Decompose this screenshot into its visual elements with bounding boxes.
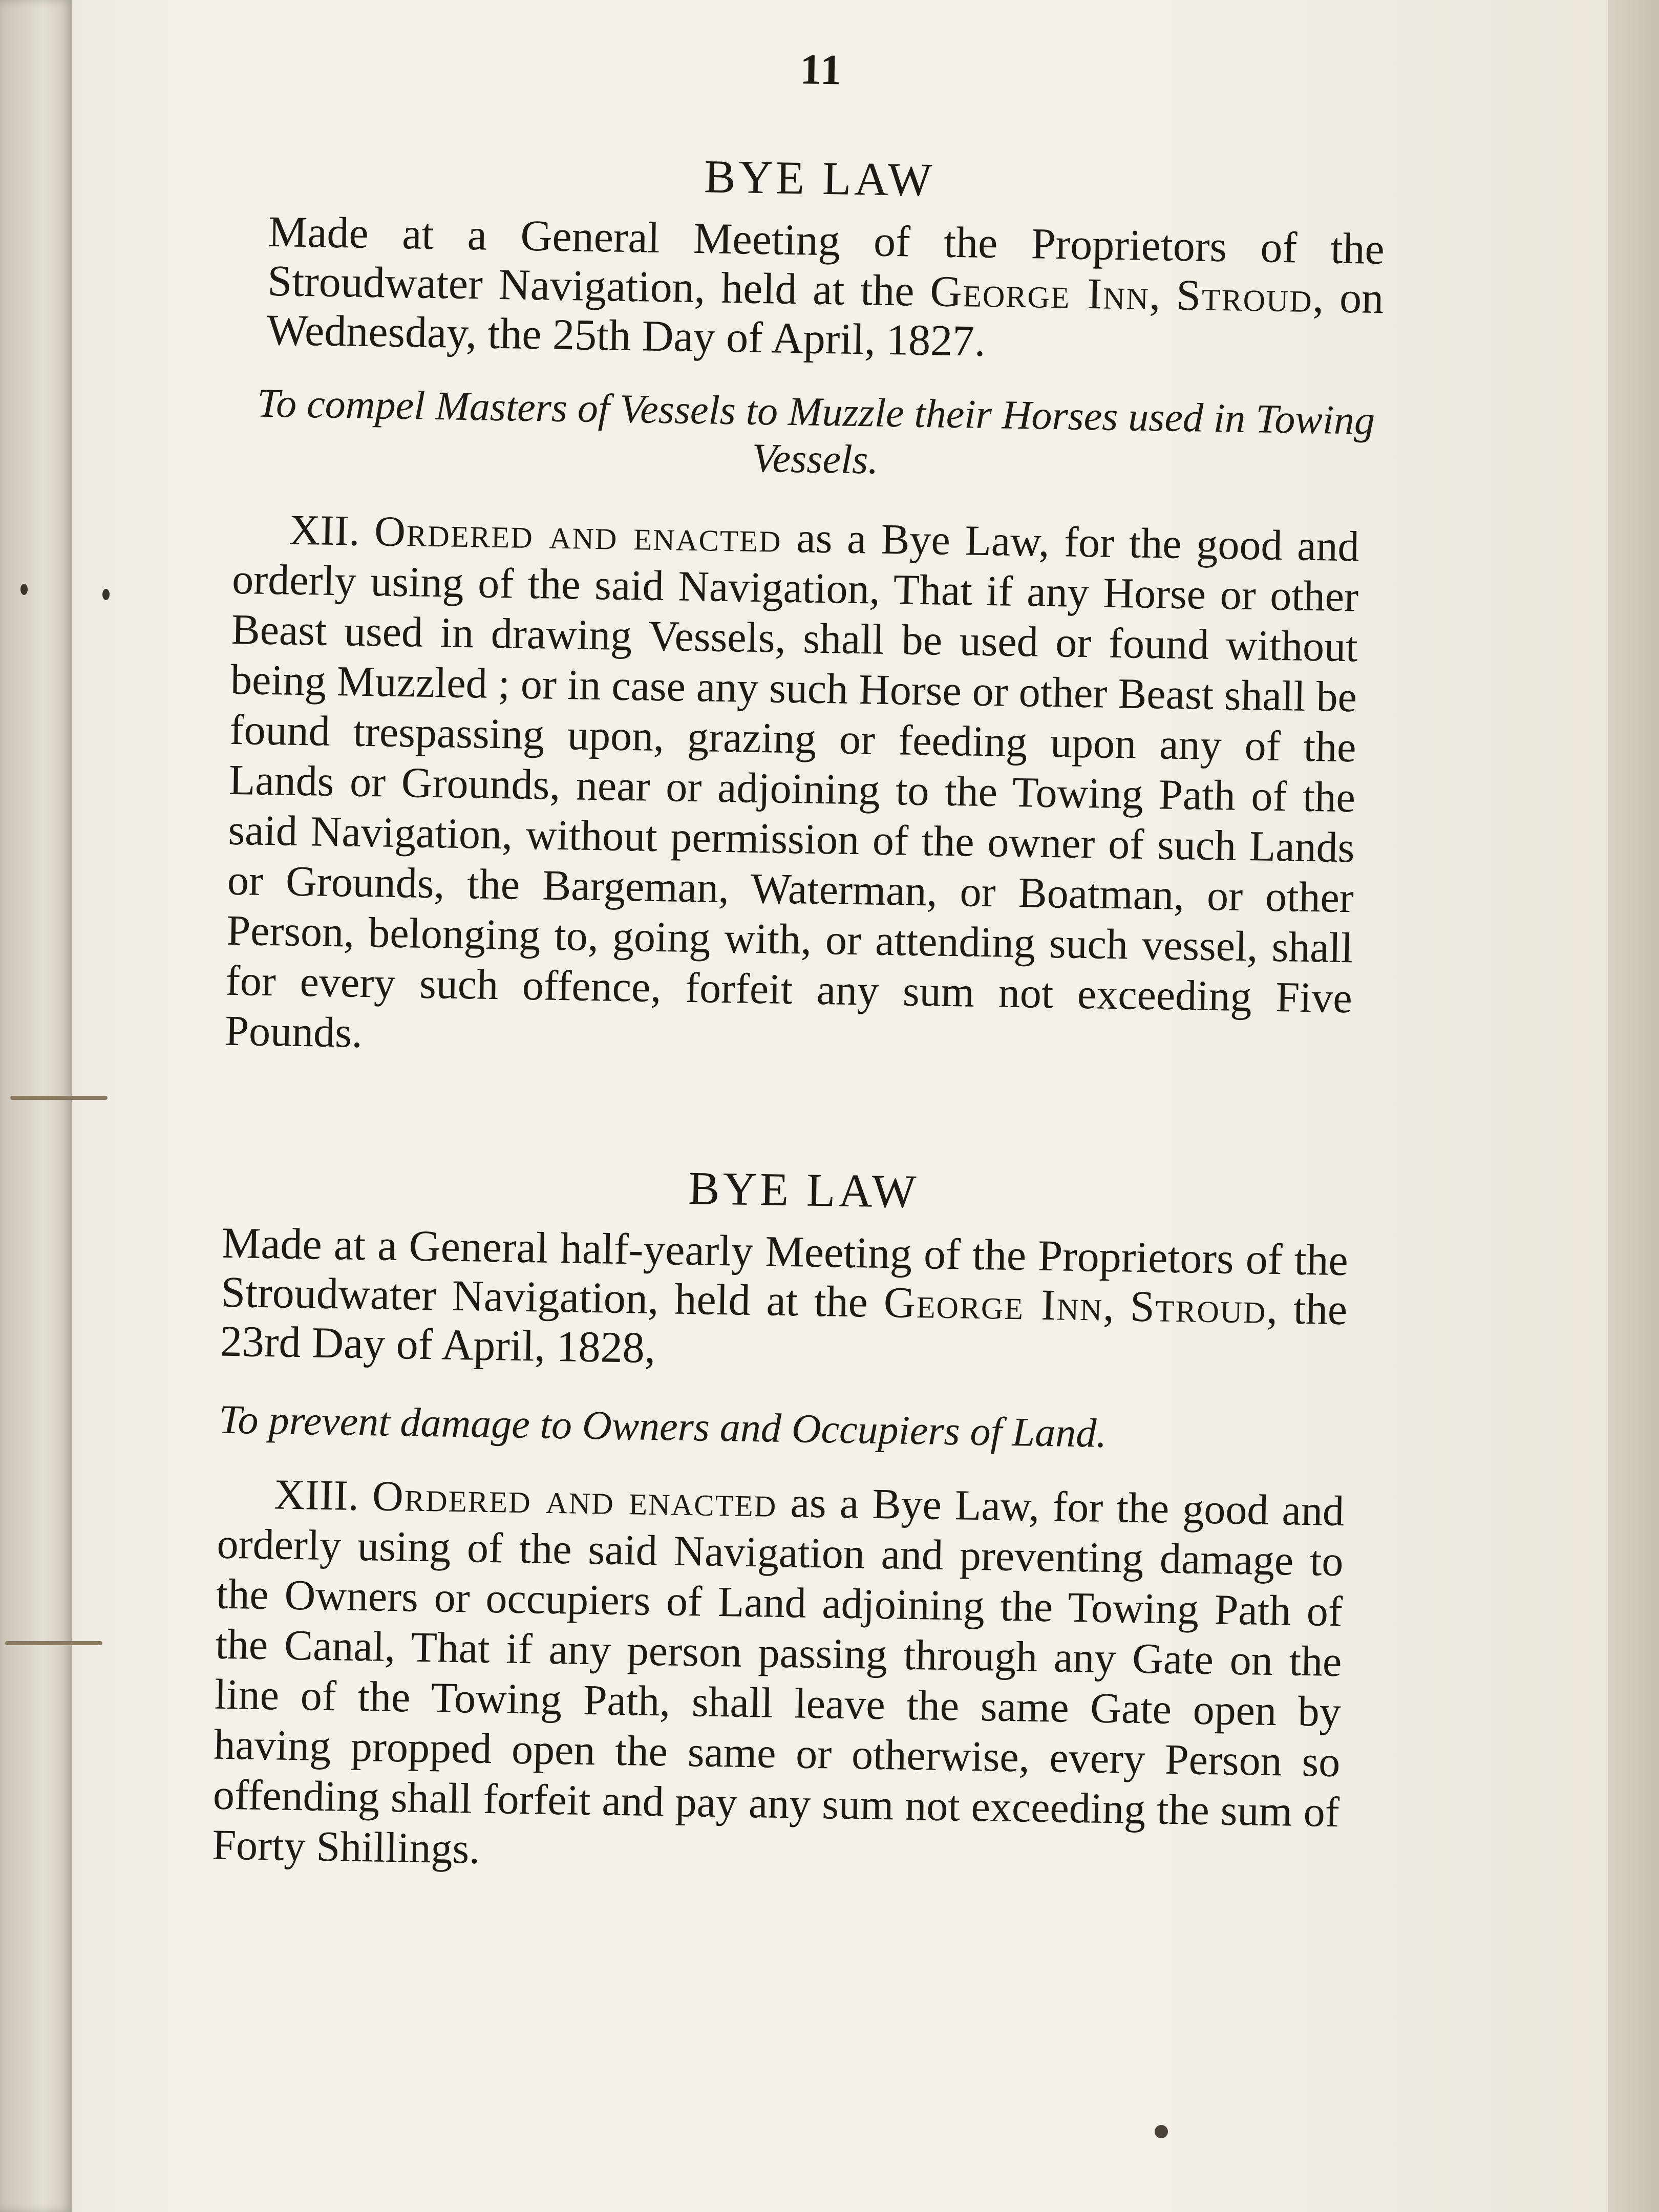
meeting-details [266, 207, 1385, 372]
law-text [225, 504, 1360, 1074]
meeting-date: , the 23rd Day of April, 1828, [220, 1283, 1348, 1373]
meeting-date: , on Wednesday, the 25th Day of April, 1827. [266, 272, 1385, 366]
law-body: as a Bye Law, for the good and orderly using of the said Navigation and preventing damage to the Owners or occupiers of Land adjoining the Towing Path of the Canal, That if any person passing through any Gate on the line of the Towing Path, shall leave the same Gate open by having propped open the same or otherwise, every Person so offending shall forfeit and pay any sum not exceeding the sum of Forty Shillings. [211, 1478, 1345, 1873]
binding-stitch [5, 1641, 102, 1645]
enacted-phrase: Ordered and enacted [372, 1472, 778, 1526]
section-heading: BYE LAW [704, 150, 936, 206]
binding-stitch [10, 1096, 108, 1100]
meeting-text: Made at a General Meeting of the Proprietors of the Stroudwater Navigation, held at the [267, 206, 1385, 316]
venue-inn: George Inn [929, 266, 1150, 319]
law-numeral: XII. [289, 506, 360, 555]
venue-town: Stroud [1130, 1281, 1267, 1333]
bye-law-1828 [212, 1154, 1386, 1888]
venue-town: Stroud [1176, 270, 1313, 322]
meeting-text: Made at a General half-yearly Meeting of the Proprietors of the Stroudwater Navigation, held at the [220, 1218, 1349, 1327]
ink-speck [1155, 2125, 1168, 2138]
enacted-phrase: Ordered and enacted [374, 507, 782, 562]
meeting-details [220, 1218, 1348, 1384]
venue-inn: George Inn [883, 1278, 1104, 1330]
facing-page-edge [0, 0, 72, 2212]
venue-separator: , [1149, 269, 1177, 320]
binding-hole [20, 584, 28, 595]
law-body: as a Bye Law, for the good and orderly using of the said Navigation, That if any Horse or other Beast used in drawing Vessels, shall be used or found without being Muzzled ; or in case any such Horse or other Beast shall be found trespassing upon, grazing or feeding upon any of the Lands or Grounds, near or adjoining to the Towing Path of the said Navigation, without permission of the owner of such Lands or Grounds, the Bargeman, Waterman, or Boatman, or other Person, belonging to, going with, or attending such vessel, shall for every such offence, forfeit any sum not exceeding Five Pounds. [224, 514, 1360, 1057]
venue-separator: , [1102, 1281, 1131, 1331]
law-purpose: To prevent damage to Owners and Occupiers of Land. [218, 1397, 1108, 1456]
binding-hole [102, 589, 110, 600]
page-number: 11 [799, 46, 843, 94]
page-text [212, 36, 1403, 1888]
section-heading: BYE LAW [688, 1162, 920, 1218]
bye-law-1827 [225, 142, 1401, 1074]
law-numeral: XIII. [273, 1471, 359, 1520]
book-edge [1608, 0, 1659, 2212]
law-purpose: To compel Masters of Vessels to Muzzle their Horses used in Towing Vessels. [257, 380, 1375, 483]
law-text [212, 1469, 1345, 1888]
